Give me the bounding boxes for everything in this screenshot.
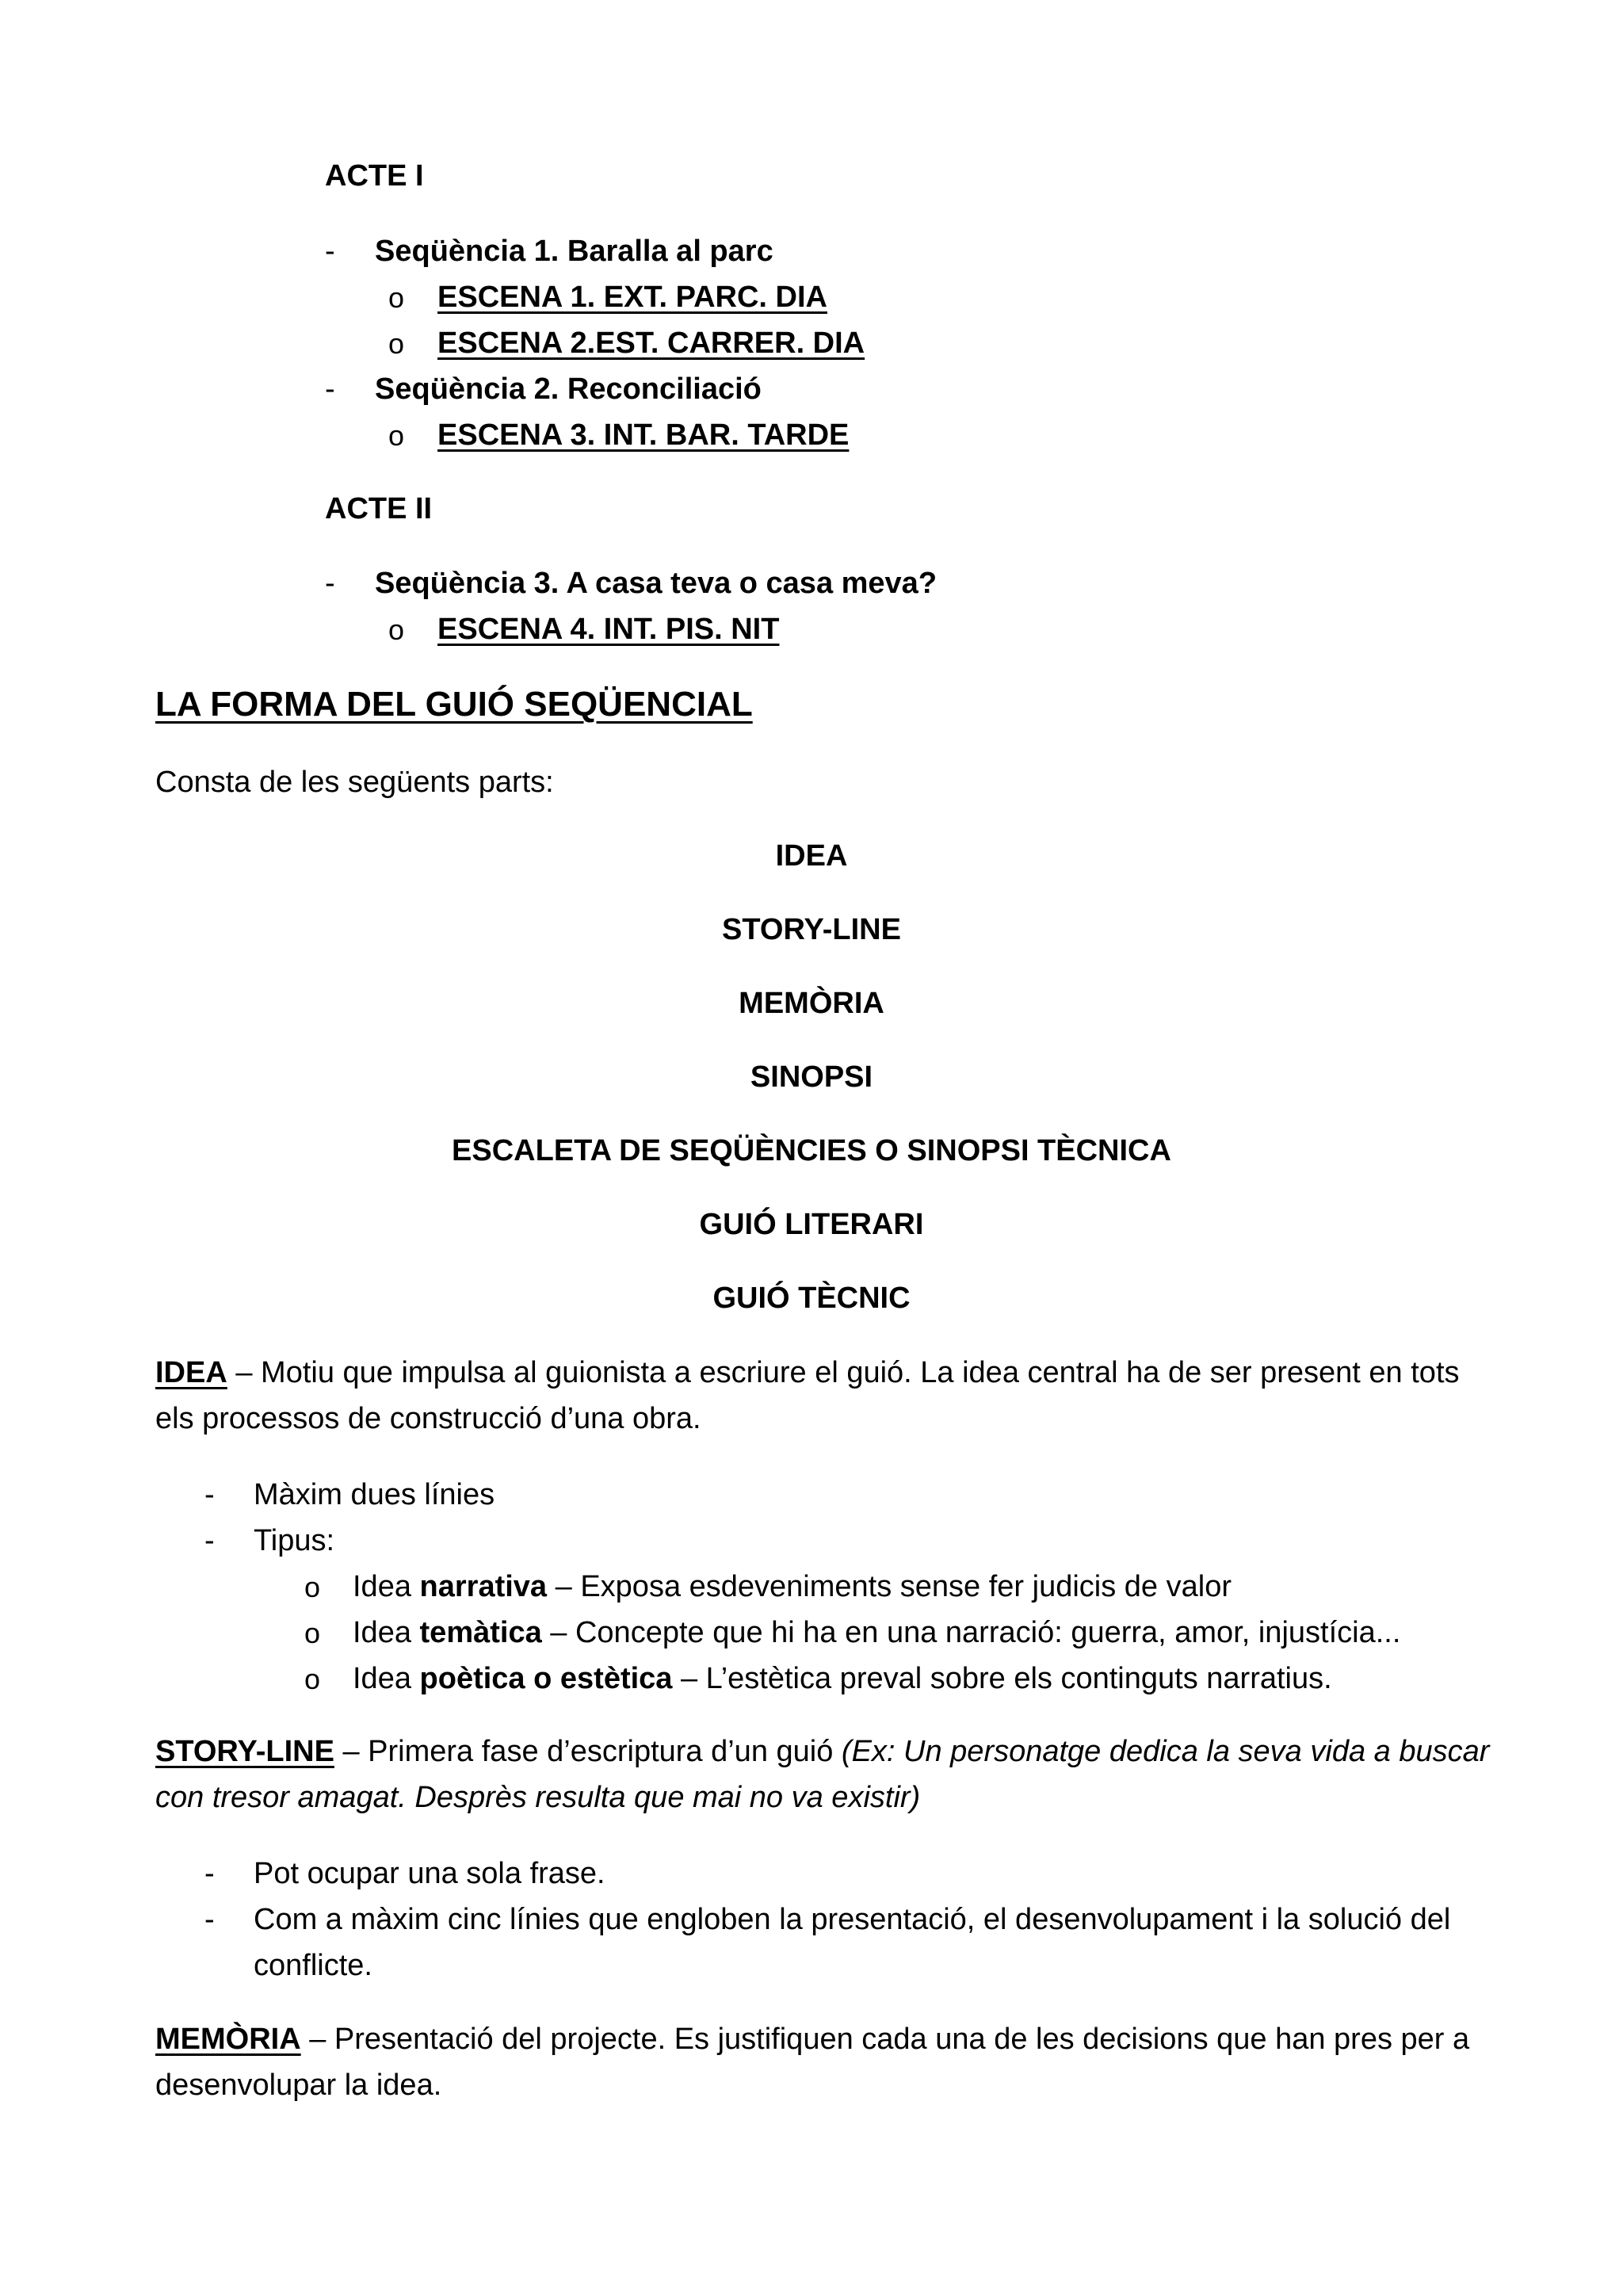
type-prefix: Idea [353,1662,420,1695]
circle-bullet: o [304,1663,321,1695]
idea-bullet: Tipus: [254,1524,335,1557]
dash-bullet: - [325,567,335,600]
idea-type [353,1656,1332,1702]
idea-text: Motiu que impulsa al guionista a escriure el guió. La idea central ha de ser present en tots [261,1356,1460,1389]
type-description: – Concepte que hi ha en una narració: guerra, amor, injustícia... [541,1616,1401,1649]
storyline-paragraph-line [155,1729,1489,1775]
act-title: ACTE I [325,159,424,193]
dash-bullet: - [204,1478,215,1511]
part-item: GUIÓ LITERARI [699,1208,924,1241]
dash-bullet: - [325,372,335,406]
idea-bullet: Màxim dues línies [254,1478,495,1511]
circle-bullet: o [304,1571,321,1603]
storyline-term: STORY-LINE [155,1735,334,1768]
storyline-example: (Ex: Un personatge dedica la seva vida a buscar [841,1735,1490,1768]
storyline-bullet: Com a màxim cinc línies que engloben la presentació, el desenvolupament i la solució del [254,1903,1451,1936]
scene-label: ESCENA 1. EXT. PARC. DIA [437,281,827,314]
type-prefix: Idea [353,1616,420,1649]
scene-label: ESCENA 3. INT. BAR. TARDE [437,418,850,452]
circle-bullet: o [388,281,405,314]
type-name: poètica o estètica [419,1662,673,1695]
separator: – [300,2023,334,2056]
dash-bullet: - [325,235,335,268]
part-item: MEMÒRIA [739,987,884,1020]
storyline-example-line: con tresor amagat. Desprès resulta que mai no va existir) [155,1781,921,1814]
act-title: ACTE II [325,492,433,525]
part-item: STORY-LINE [722,913,901,946]
intro-text: Consta de les següents parts: [155,766,554,799]
circle-bullet: o [388,327,405,360]
type-prefix: Idea [353,1570,420,1603]
sequence-label: Seqüència 3. A casa teva o casa meva? [375,567,938,600]
idea-paragraph-line [155,1350,1460,1396]
memoria-text: Presentació del projecte. Es justifiquen cada una de les decisions que han pres per a [334,2023,1470,2056]
separator: – [334,1735,369,1768]
circle-bullet: o [388,419,405,452]
memoria-paragraph-line [155,2017,1469,2062]
part-item: ESCALETA DE SEQÜÈNCIES O SINOPSI TÈCNICA [452,1134,1171,1167]
part-item: SINOPSI [750,1060,873,1094]
type-description: – Exposa esdeveniments sense fer judicis de valor [547,1570,1232,1603]
storyline-bullet: Pot ocupar una sola frase. [254,1857,605,1890]
idea-term: IDEA [155,1356,227,1389]
dash-bullet: - [204,1857,215,1890]
circle-bullet: o [388,613,405,646]
scene-label: ESCENA 4. INT. PIS. NIT [437,613,780,646]
circle-bullet: o [304,1617,321,1649]
idea-paragraph-line: els processos de construcció d’una obra. [155,1402,701,1435]
type-name: temàtica [419,1616,542,1649]
sequence-label: Seqüència 2. Reconciliació [375,372,762,406]
part-item: GUIÓ TÈCNIC [712,1282,911,1315]
section-heading: LA FORMA DEL GUIÓ SEQÜENCIAL [155,685,753,724]
dash-bullet: - [204,1903,215,1936]
part-item: IDEA [775,839,848,873]
scene-label: ESCENA 2.EST. CARRER. DIA [437,327,865,360]
type-description: – L’estètica preval sobre els continguts narratius. [672,1662,1332,1695]
type-name: narrativa [419,1570,548,1603]
memoria-term: MEMÒRIA [155,2023,301,2056]
storyline-bullet-continuation: conflicte. [254,1949,372,1982]
idea-type [353,1610,1400,1656]
sequence-label: Seqüència 1. Baralla al parc [375,235,773,268]
separator: – [227,1356,262,1389]
idea-type [353,1564,1232,1610]
memoria-paragraph-line: desenvolupar la idea. [155,2069,442,2102]
storyline-text: Primera fase d’escriptura d’un guió [368,1735,842,1768]
dash-bullet: - [204,1524,215,1557]
